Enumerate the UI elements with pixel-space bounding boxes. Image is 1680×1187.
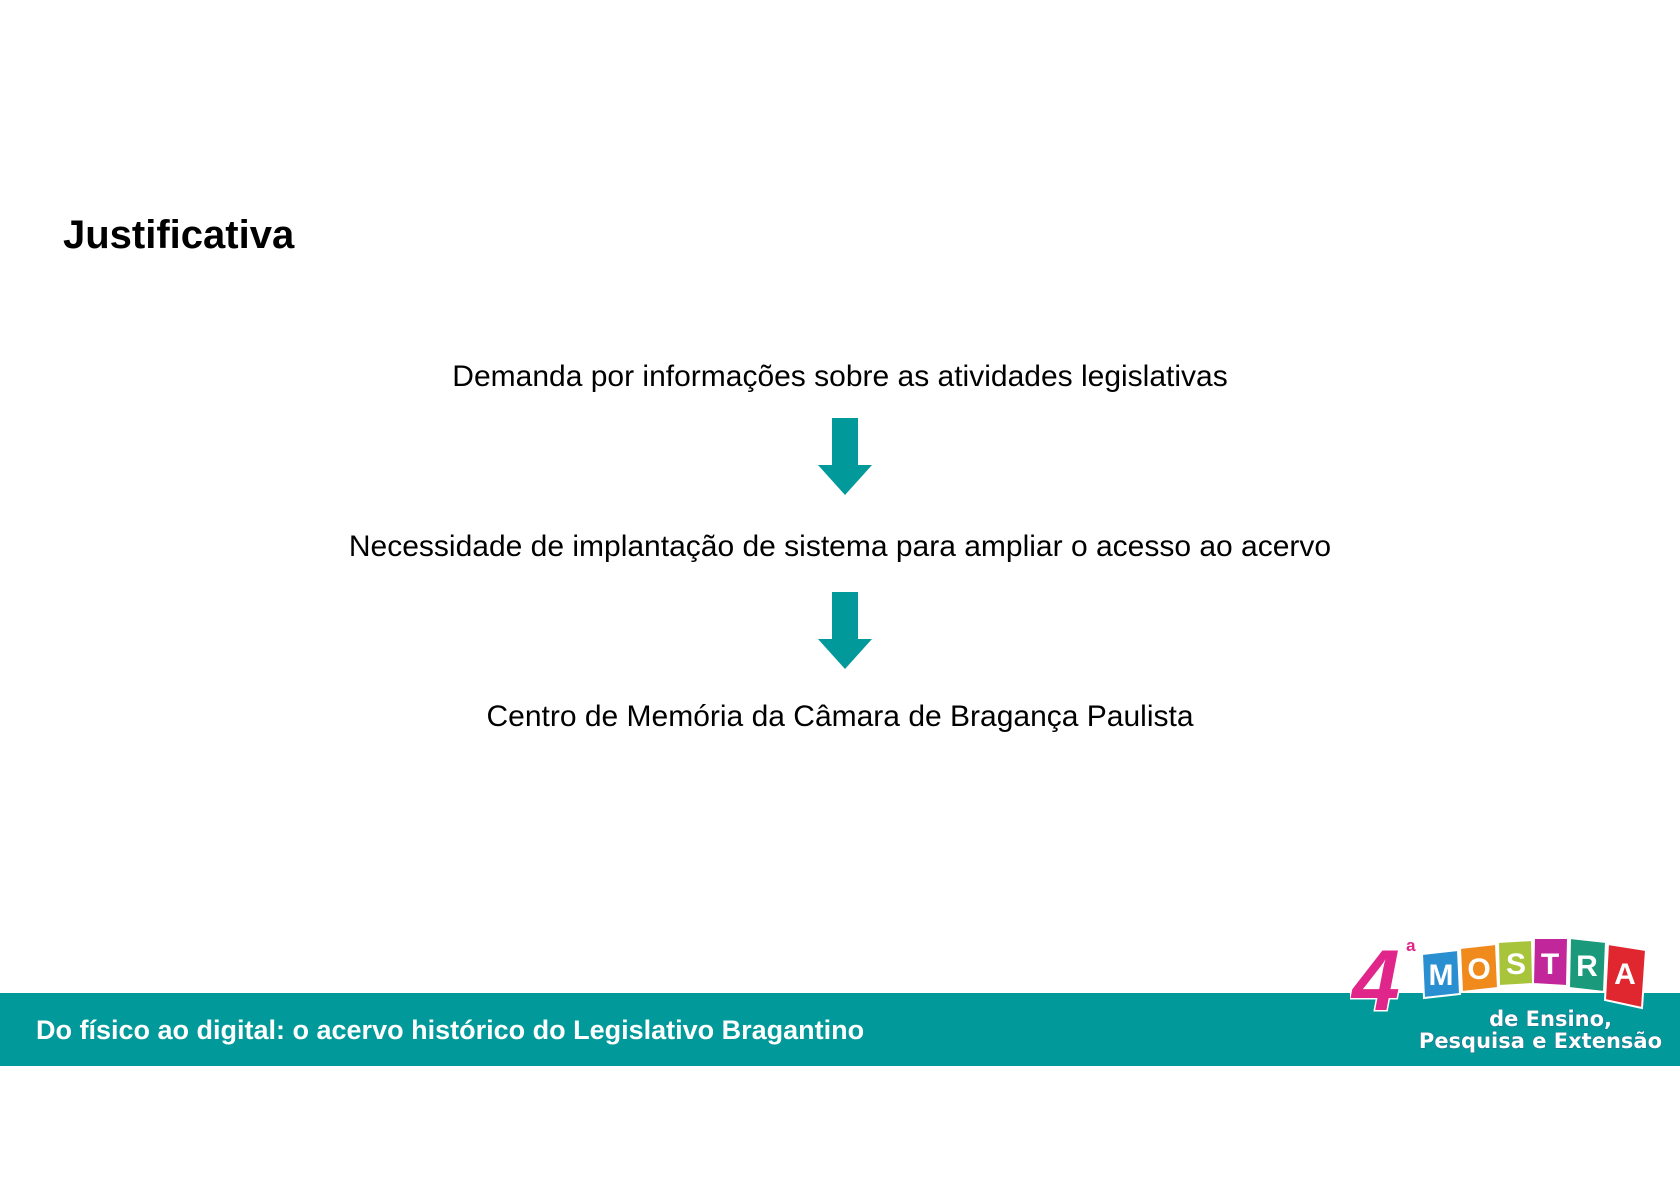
- logo-letter-tile: [1460, 944, 1498, 992]
- svg-text:R: R: [1576, 950, 1598, 983]
- svg-text:S: S: [1505, 948, 1527, 981]
- svg-text:O: O: [1467, 953, 1491, 986]
- logo-letter-tile: [1605, 944, 1646, 1008]
- arrow-down-icon: [818, 418, 872, 495]
- step-necessidade: Necessidade de implantação de sistema para ampliar o acesso ao acervo: [348, 530, 1332, 563]
- arrow-down-icon: [818, 592, 872, 669]
- svg-text:A: A: [1614, 958, 1636, 991]
- logo-subtitle-line2: Pesquisa e Extensão: [1418, 1029, 1662, 1053]
- logo-letter-tile: [1422, 950, 1460, 998]
- step-demanda: Demanda por informações sobre as atividades legislativas: [452, 360, 1228, 393]
- logo-subtitle-line1: de Ensino,: [1489, 1007, 1612, 1031]
- svg-text:T: T: [1540, 948, 1560, 981]
- footer-title: Do físico ao digital: o acervo histórico do Legislativo Bragantino: [36, 1015, 865, 1045]
- logo-letter-tile: [1569, 938, 1606, 992]
- slide-title: Justificativa: [63, 213, 295, 257]
- svg-text:M: M: [1428, 959, 1454, 992]
- logo-letter-tile: [1533, 938, 1568, 986]
- step-centro-memoria: Centro de Memória da Câmara de Bragança Paulista: [486, 700, 1194, 733]
- logo-letter-tile: [1498, 940, 1533, 986]
- mostra-logo: [1350, 930, 1675, 1060]
- logo-ordinal: ª: [1406, 936, 1416, 966]
- logo-number: 4: [1352, 933, 1400, 1029]
